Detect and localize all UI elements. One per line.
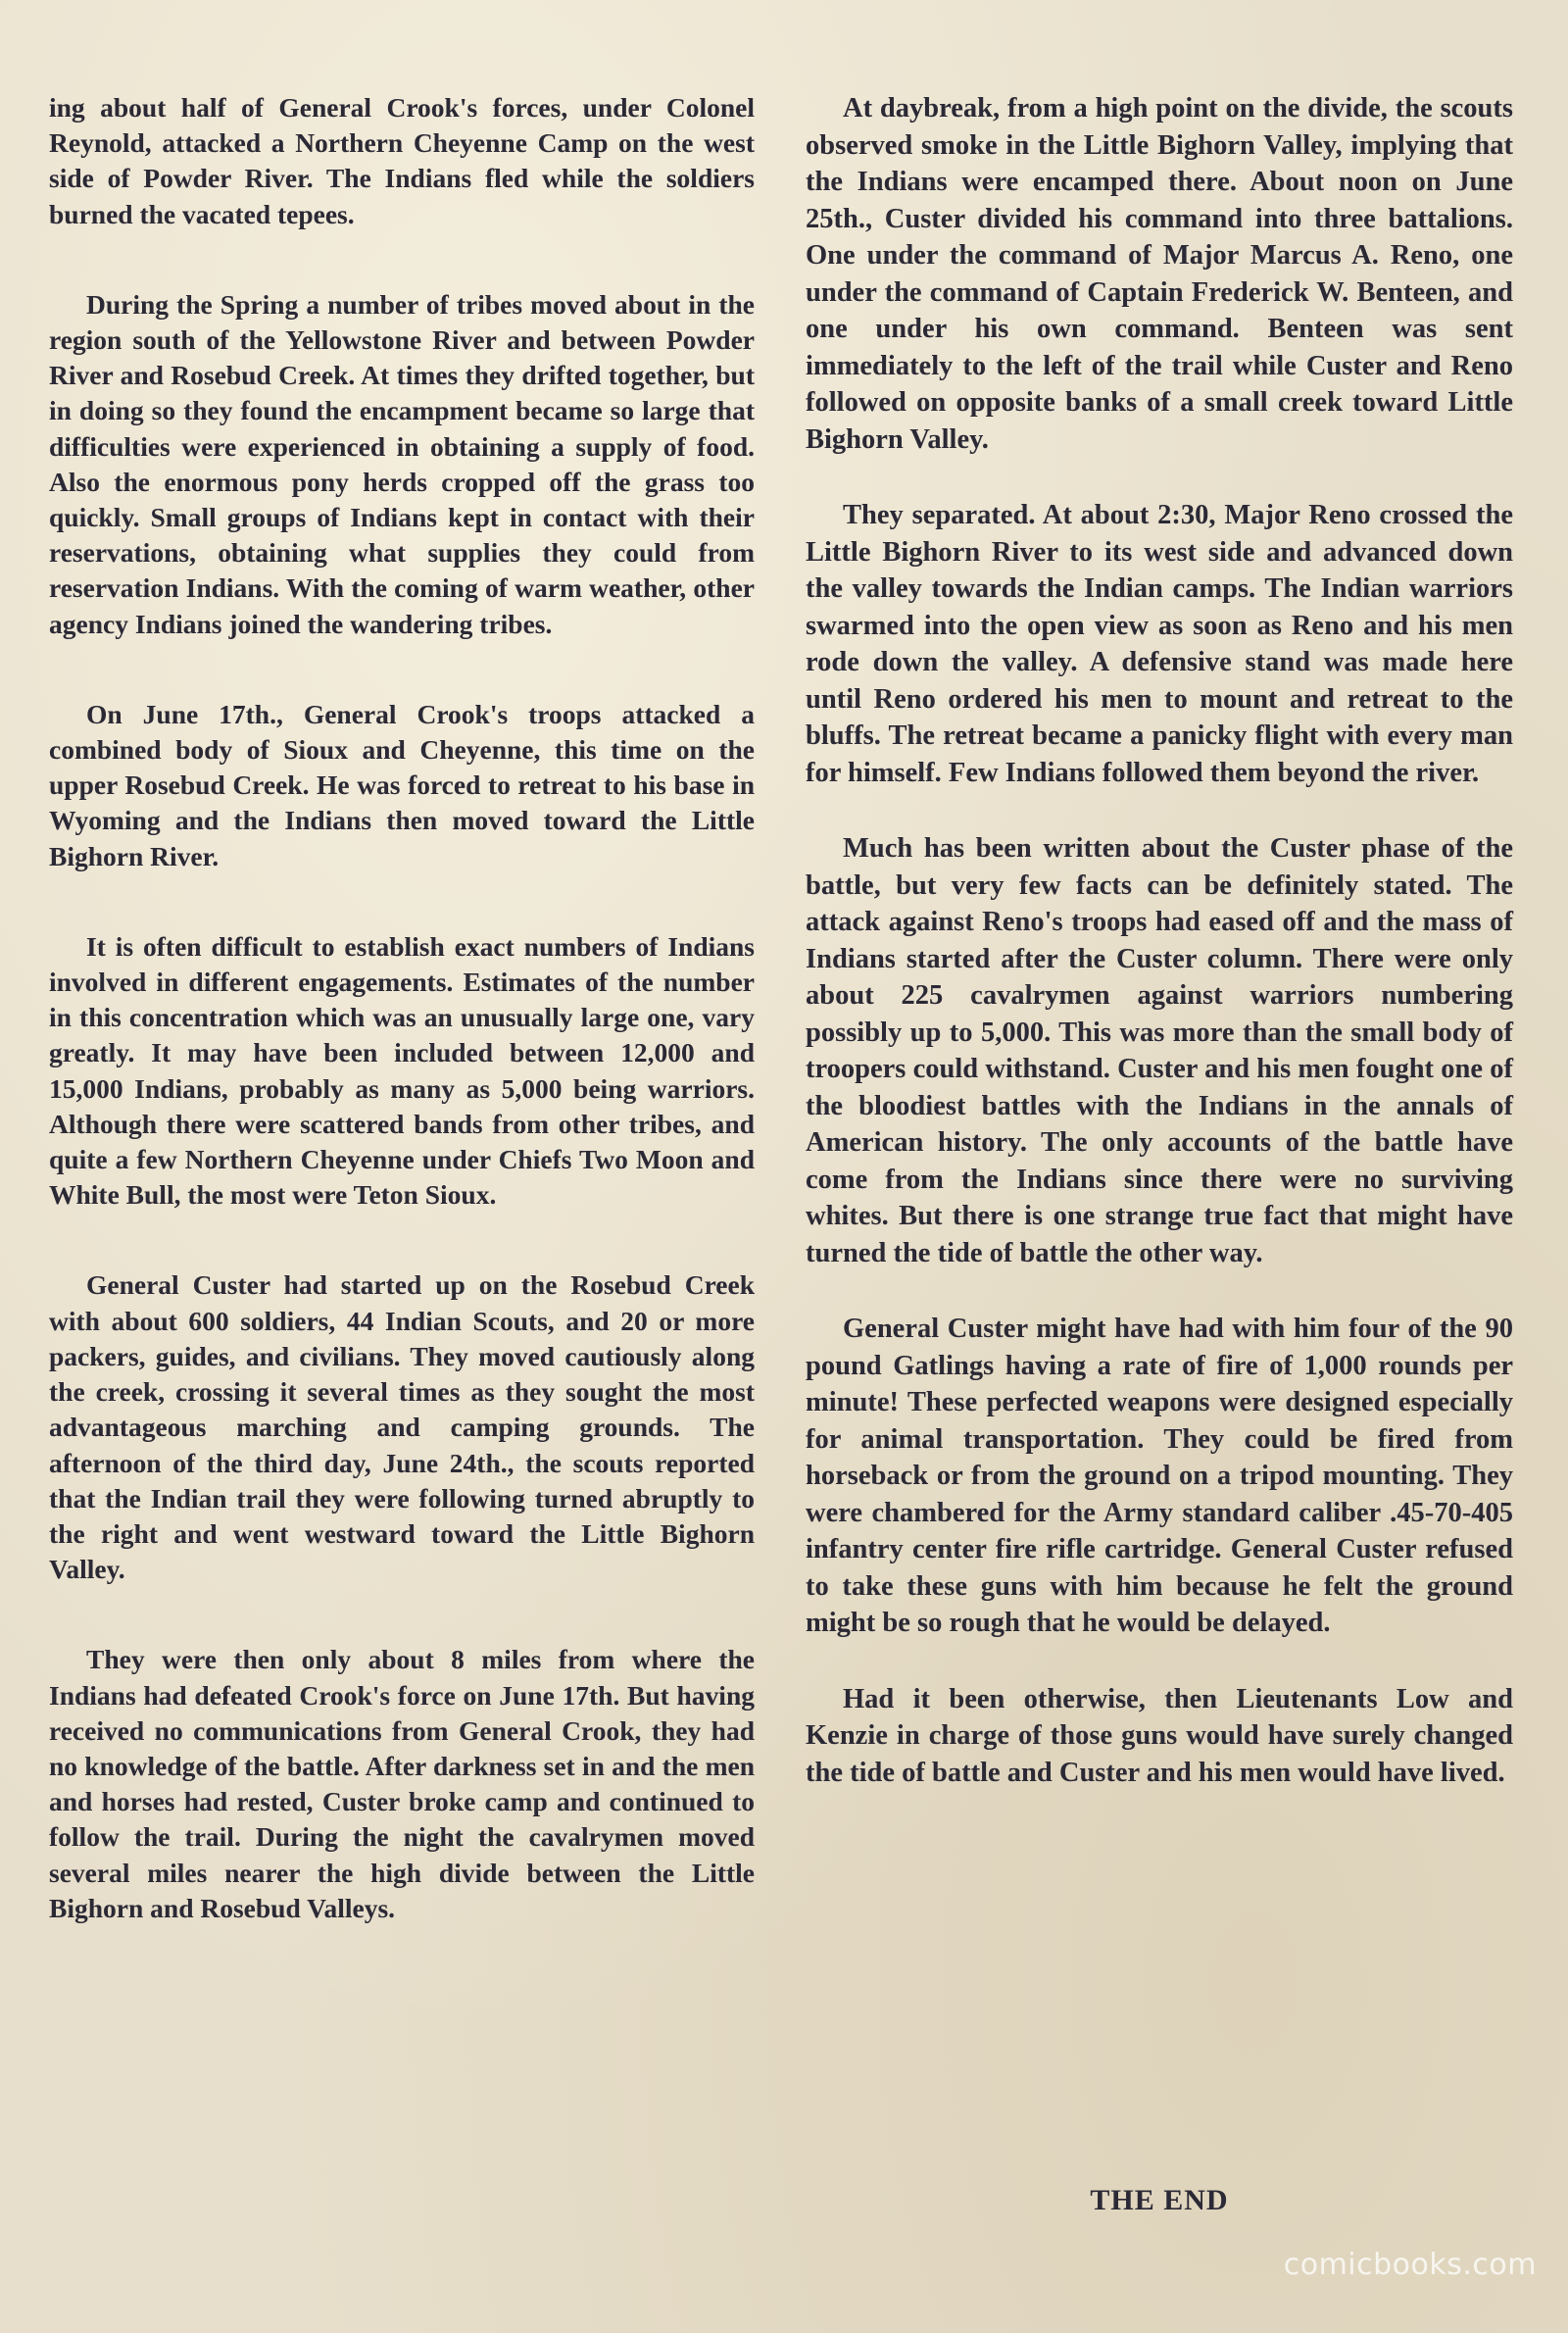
paragraph: At daybreak, from a high point on the divide, the scouts observed smoke in the Little Bighorn Valley, implying that the Indians were encamped there. About noon on June 25th., Custer divided his command into three battalions. One under the command of Major Marcus A. Reno, one under the command of Captain Frederick W. Benteen, and one under his own command. Benteen was sent immediately to the left of the trail while Custer and Reno followed on opposite banks of a small creek toward Little Bighorn Valley. [806, 93, 1513, 455]
paragraph: ing about half of General Crook's forces, under Colonel Reynold, attacked a Northern Cheyenne Camp on the west side of Powder River. The Indians fled while the soldiers burned the vacated tepees. [49, 92, 755, 229]
paragraph: On June 17th., General Crook's troops attacked a combined body of Sioux and Cheyenne, this time on the upper Rosebud Creek. He was forced to retreat to his base in Wyoming and the Indians then moved toward the Little Bighorn River. [49, 698, 755, 871]
the-end-label: THE END [1090, 2184, 1229, 2216]
paragraph: General Custer had started up on the Rosebud Creek with about 600 soldiers, 44 Indian Scouts, and 20 or more packers, guides, and civilians. They moved cautiously along the creek, crossing it several times as they sought the most advantageous marching and camping grounds. The afternoon of the third day, June 24th., the scouts reported that the Indian trail they were following turned abruptly to the right and went westward toward the Little Bighorn Valley. [49, 1269, 755, 1585]
watermark: comicbooks.com [1283, 2248, 1537, 2282]
paragraph: They were then only about 8 miles from where the Indians had defeated Crook's force on June 17th. But having received no communications from General Crook, they had no knowledge of the battle. After darkness set in and the men and horses had rested, Custer broke camp and continued to follow the trail. During the night the cavalrymen moved several miles nearer the high divide between the Little Bighorn and Rosebud Valleys. [49, 1644, 755, 1923]
paragraph: General Custer might have had with him four of the 90 pound Gatlings having a rate of fire of 1,000 rounds per minute! These perfected weapons were designed especially for animal transportation. They could be fired from horseback or from the ground on a tripod mounting. They were chambered for the Army standard caliber .45-70-405 infantry center fire rifle cartridge. General Custer refused to take these guns with him because he felt the ground might be so rough that he would be delayed. [806, 1314, 1513, 1638]
paragraph: Much has been written about the Custer phase of the battle, but very few facts can be definitely stated. The attack against Reno's troops had eased off and the mass of Indians started after the Custer column. There were only about 225 cavalrymen against warriors numbering possibly up to 5,000. This was more than the small body of troopers could withstand. Custer and his men fought one of the bloodiest battles with the Indians in the annals of American history. The only accounts of the battle have come from the Indians since there were no surviving whites. But there is one strange true fact that might have turned the tide of battle the other way. [806, 833, 1513, 1268]
paragraph: Had it been otherwise, then Lieutenants Low and Kenzie in charge of those guns would have surely changed the tide of battle and Custer and his men would have lived. [806, 1683, 1513, 1788]
paragraph: During the Spring a number of tribes moved about in the region south of the Yellowstone River and between Powder River and Rosebud Creek. At times they drifted together, but in doing so they found the encampment became so large that difficulties were experienced in obtaining a supply of food. Also the enormous pony herds cropped off the grass too quickly. Small groups of Indians kept in contact with their reservations, obtaining what supplies they could from reservation Indians. With the coming of warm weather, other agency Indians joined the wandering tribes. [49, 288, 755, 639]
right-column [806, 90, 1513, 1830]
paragraph: They separated. At about 2:30, Major Reno crossed the Little Bighorn River to its west side and advanced down the valley towards the Indian camps. The Indian warriors swarmed into the open view as soon as Reno and his men rode down the valley. A defensive stand was made here until Reno ordered his men to mount and retreat to the bluffs. The retreat became a panicky flight with every man for himself. Few Indians followed them beyond the river. [806, 500, 1513, 788]
paragraph: It is often difficult to establish exact numbers of Indians involved in different engagements. Estimates of the number in this concentration which was an unusually large one, vary greatly. It may have been included between 12,000 and 15,000 Indians, probably as many as 5,000 being warriors. Although there were scattered bands from other tribes, and quite a few Northern Cheyenne under Chiefs Two Moon and White Bull, the most were Teton Sioux. [49, 930, 755, 1211]
left-column [49, 90, 755, 1981]
